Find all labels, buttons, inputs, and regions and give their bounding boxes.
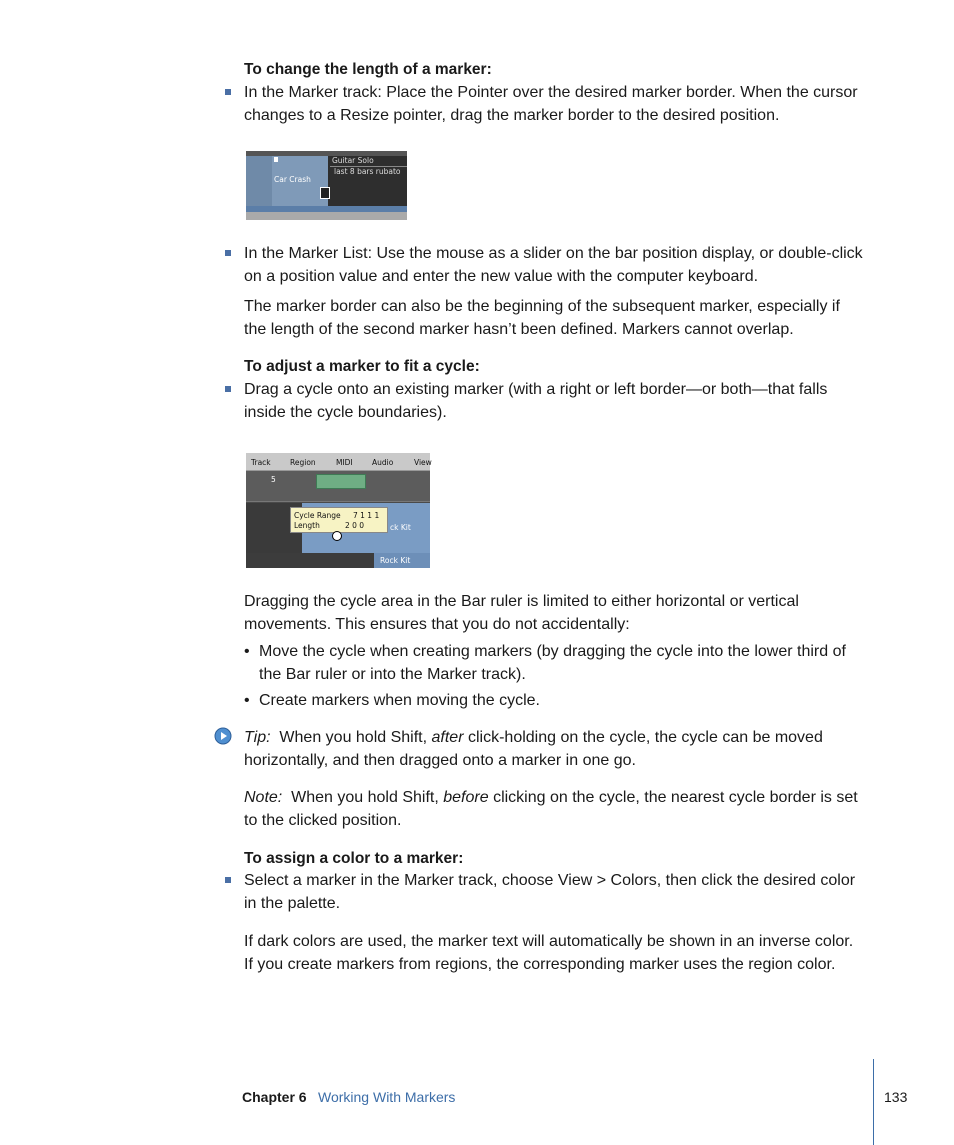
body-text: inside the cycle boundaries).	[244, 404, 447, 421]
page-number: 133	[884, 1089, 908, 1105]
tip-text-em: after	[431, 729, 464, 746]
tip-text-a: When you hold Shift,	[279, 729, 428, 746]
menu-region[interactable]: Region	[290, 458, 316, 467]
lock-icon	[274, 157, 278, 162]
note-label: Note:	[244, 789, 283, 806]
note-text-b: clicking on the cycle, the nearest cycle border is set	[493, 789, 858, 806]
hand-cursor-icon	[332, 531, 342, 541]
body-text: horizontally, and then dragged onto a marker in one go.	[244, 752, 636, 769]
square-bullet-icon	[225, 386, 231, 392]
tooltip-value: 7 1 1 1	[353, 511, 380, 520]
cycle-area[interactable]	[316, 474, 366, 489]
section-heading-assign-color: To assign a color to a marker:	[244, 850, 464, 867]
body-text: changes to a Resize pointer, drag the marker border to the desired position.	[244, 107, 780, 124]
body-text: movements. This ensures that you do not accidentally:	[244, 616, 630, 633]
footer-chapter: Chapter 6	[242, 1089, 307, 1105]
bar-number: 5	[271, 475, 276, 484]
tip-label: Tip:	[244, 729, 271, 746]
note-text-em: before	[443, 789, 489, 806]
body-text: Create markers when moving the cycle.	[259, 692, 540, 709]
square-bullet-icon	[225, 89, 231, 95]
marker-track-figure	[246, 151, 407, 220]
footer-chapter-title: Working With Markers	[318, 1089, 456, 1105]
body-text: the length of the second marker hasn’t been defined. Markers cannot overlap.	[244, 321, 794, 338]
body-text: Select a marker in the Marker track, choose View > Colors, then click the desired color	[244, 872, 856, 889]
square-bullet-icon	[225, 877, 231, 883]
body-text: If you create markers from regions, the corresponding marker uses the region color.	[244, 956, 836, 973]
tip-text	[244, 726, 823, 749]
region-label: ck Kit	[390, 523, 411, 532]
marker-label: Guitar Solo	[332, 156, 374, 165]
menu-view[interactable]: View	[414, 458, 432, 467]
tooltip-value: 2 0 0	[345, 521, 365, 530]
dot-bullet-icon: •	[244, 643, 250, 660]
marker-label: last 8 bars rubato	[334, 167, 401, 176]
menu-track[interactable]: Track	[251, 458, 271, 467]
menu-midi[interactable]: MIDI	[336, 458, 353, 467]
body-text: In the Marker List: Use the mouse as a slider on the bar position display, or double-click	[244, 245, 863, 262]
dot-bullet-icon: •	[244, 692, 250, 709]
body-text: on a position value and enter the new value with the computer keyboard.	[244, 268, 759, 285]
body-text: to the clicked position.	[244, 812, 402, 829]
section-heading-fit-cycle: To adjust a marker to fit a cycle:	[244, 358, 480, 375]
body-text: The marker border can also be the beginning of the subsequent marker, especially if	[244, 298, 840, 315]
resize-cursor-icon	[320, 187, 330, 199]
body-text: If dark colors are used, the marker text will automatically be shown in an inverse color.	[244, 933, 854, 950]
region-label: Rock Kit	[380, 556, 411, 565]
cycle-tooltip	[290, 507, 388, 533]
body-text: Move the cycle when creating markers (by dragging the cycle into the lower third of	[259, 643, 846, 660]
cycle-range-figure	[246, 453, 430, 568]
body-text: Dragging the cycle area in the Bar ruler is limited to either horizontal or vertical	[244, 593, 799, 610]
note-text-a: When you hold Shift,	[291, 789, 439, 806]
section-heading-change-length: To change the length of a marker:	[244, 61, 492, 78]
tip-icon	[214, 727, 232, 745]
body-text: In the Marker track: Place the Pointer over the desired marker border. When the cursor	[244, 84, 858, 101]
body-text: in the palette.	[244, 895, 341, 912]
footer-divider	[873, 1059, 874, 1145]
note-text	[244, 786, 858, 809]
body-text: the Bar ruler or into the Marker track).	[259, 666, 526, 683]
tooltip-label: Cycle Range	[294, 511, 341, 520]
tip-text-b: click-holding on the cycle, the cycle can be moved	[467, 729, 823, 746]
body-text: Drag a cycle onto an existing marker (with a right or left border—or both—that falls	[244, 381, 828, 398]
tooltip-label: Length	[294, 521, 320, 530]
marker-label: Car Crash	[274, 175, 311, 184]
square-bullet-icon	[225, 250, 231, 256]
menu-audio[interactable]: Audio	[372, 458, 394, 467]
